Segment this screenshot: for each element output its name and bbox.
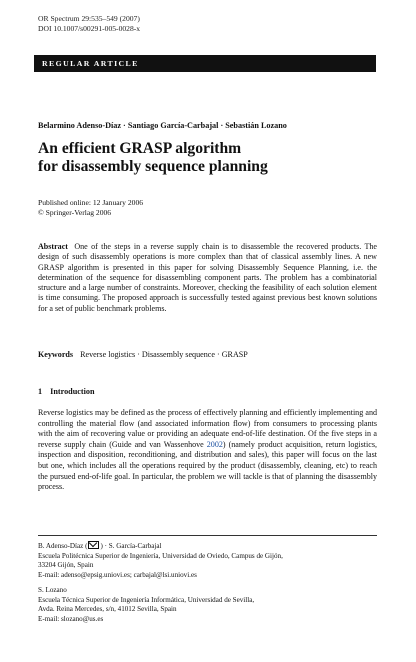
copyright: © Springer-Verlag 2006	[38, 208, 112, 217]
affiliation-address: 33204 Gijón, Spain	[38, 561, 94, 570]
running-header	[38, 14, 140, 34]
author-list: Belarmino Adenso-Díaz · Santiago García-Carbajal · Sebastián Lozano	[38, 121, 287, 130]
publication-meta	[38, 198, 143, 218]
keywords-text: Reverse logistics · Disassembly sequence · GRASP	[80, 350, 248, 359]
affiliation-authors	[38, 541, 283, 552]
title-line-2: for disassembly sequence planning	[38, 158, 268, 175]
affiliation-email: E-mail: adenso@epsig.uniovi.es; carbajal@lsi.uniovi.es	[38, 570, 197, 579]
footnote-divider	[38, 535, 377, 536]
keywords-label: Keywords	[38, 350, 74, 359]
paper-title	[38, 140, 268, 176]
section-heading	[38, 387, 95, 396]
abstract-label: Abstract	[38, 242, 68, 251]
abstract-text: One of the steps in a reverse supply chain is to disassemble the recovered products. The design of such disassembly operations is more complex than that of classical assembly lines. A new GRASP algorithm is presented in this paper for solving Disassembly Sequence Planning, i.e. the determination of the sequence for disassembling component parts. The problem has a combinatorial structure and a large number of constraints. Moreover, checking the feasibility of each solution element is time consuming. The proposed approach is successfully tested against previous best known solutions for a set of public benchmark problems.	[38, 242, 377, 313]
title-line-1: An efficient GRASP algorithm	[38, 140, 242, 157]
affiliation-oviedo	[38, 541, 283, 580]
keywords	[38, 350, 248, 359]
envelope-icon	[88, 541, 99, 549]
section-title: Introduction	[50, 387, 95, 396]
affiliation-names-a: B. Adenso-Díaz (	[38, 542, 88, 550]
article-type-banner: REGULAR ARTICLE	[34, 55, 376, 72]
journal-citation: OR Spectrum 29:535–549 (2007)	[38, 14, 140, 23]
affiliation-address: Avda. Reina Mercedes, s/n, 41012 Sevilla, Spain	[38, 605, 177, 614]
section-number: 1	[38, 387, 43, 396]
doi: DOI 10.1007/s00291-005-0028-x	[38, 24, 141, 33]
section-body	[38, 408, 377, 493]
affiliation-names-b: ) · S. García-Carbajal	[100, 542, 162, 550]
abstract	[38, 242, 377, 314]
body-text-part-2: ) (namely product acquisition, return logistics, inspection and disposition, reconditioning, and distribution and sales), this paper will focus on the last but one, which includes all the operations required by the product (disassembly, cleaning, etc) to reach the pursued end-of-life goal. In particular, the problem we will tackle is that of planning the disassembly process.	[38, 439, 377, 492]
published-date: Published online: 12 January 2006	[38, 198, 144, 207]
affiliation-sevilla	[38, 586, 254, 624]
citation-link[interactable]: 2002	[206, 439, 223, 449]
body-text-part-1: Reverse logistics may be defined as the process of effectively planning and efficiently implementing and controlling the material flow (and associated information flow) from consumers to processing plants with the aim of recovering value or providing an adequate end-of-life destination. Of the five steps in a reverse supply chain (Guide and van Wassenhove	[38, 408, 377, 449]
affiliation-institution: Escuela Técnica Superior de Ingeniería Informática, Universidad de Sevilla,	[38, 595, 255, 604]
affiliation-email: E-mail: slozano@us.es	[38, 614, 104, 623]
affiliation-institution: Escuela Politécnica Superior de Ingeniería, Universidad de Oviedo, Campus de Gijón,	[38, 551, 283, 560]
affiliation-author: S. Lozano	[38, 586, 67, 594]
